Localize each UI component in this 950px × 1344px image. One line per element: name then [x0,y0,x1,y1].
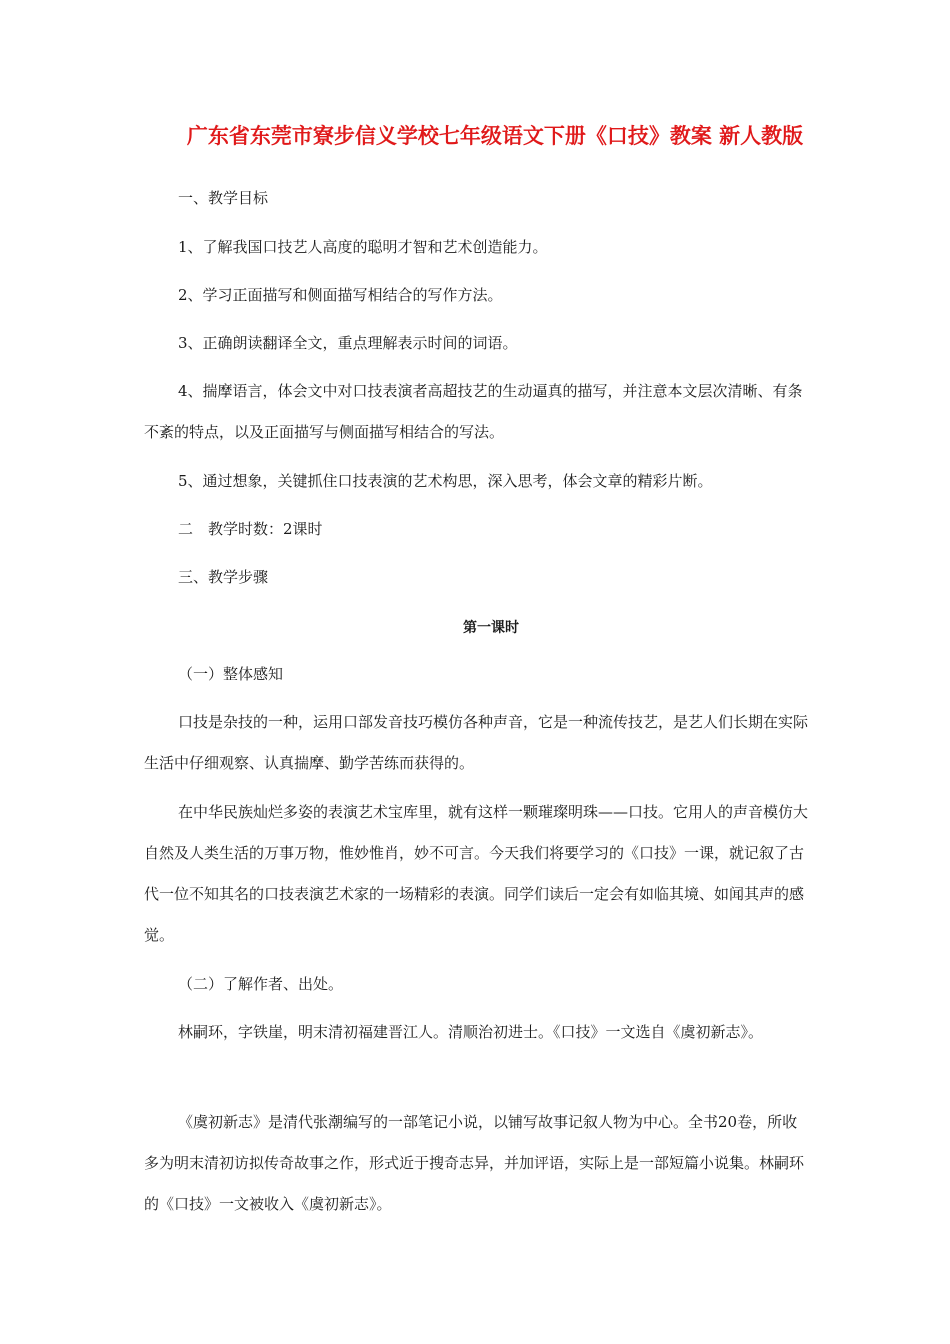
document-title: 广东省东莞市寮步信义学校七年级语文下册《口技》教案 新人教版 [186,124,804,148]
goal-item-5: 5、通过想象，关键抓住口技表演的艺术构思，深入思考，体会文章的精彩片断。 [178,472,713,490]
paragraph-author: 林嗣环，字铁崖，明末清初福建晋江人。清顺治初进士。《口技》一文选自《虞初新志》。 [178,1023,764,1041]
section-heading-teaching-steps: 三、教学步骤 [178,568,269,586]
paragraph-kouji-lesson-intro: 在中华民族灿烂多姿的表演艺术宝库里，就有这样一颗璀璨明珠——口技。它用人的声音模仿大自然及人类生活的万事万物，惟妙惟肖，妙不可言。今天我们将要学习的《口技》一课，就记叙了古代一位不知其名的口技表演艺术家的一场精彩的表演。同学们读后一定会有如临其境、如闻其声的感觉。 [144,803,809,944]
goal-item-2: 2、学习正面描写和侧面描写相结合的写作方法。 [178,286,503,304]
goal-item-4: 4、揣摩语言，体会文中对口技表演者高超技艺的生动逼真的描写，并注意本文层次清晰、有条不紊的特点，以及正面描写与侧面描写相结合的写法。 [144,382,803,441]
paragraph-kouji-intro: 口技是杂技的一种，运用口部发音技巧模仿各种声音，它是一种流传技艺，是艺人们长期在实际生活中仔细观察、认真揣摩、勤学苦练而获得的。 [144,713,809,772]
section-heading-teaching-hours: 二 教学时数：2课时 [178,520,323,538]
lesson-heading: 第一课时 [463,620,519,636]
section-heading-teaching-goals: 一、教学目标 [178,189,269,207]
part-heading-overall-perception: （一）整体感知 [178,665,284,683]
goal-item-3: 3、正确朗读翻译全文，重点理解表示时间的词语。 [178,334,518,352]
paragraph-source-book: 《虞初新志》是清代张潮编写的一部笔记小说，以铺写故事记叙人物为中心。全书20卷，所收多为明末清初访拟传奇故事之作，形式近于搜奇志异，并加评语，实际上是一部短篇小说集。林嗣环的《口技》一文被收入《虞初新志》。 [144,1113,805,1213]
goal-item-1: 1、了解我国口技艺人高度的聪明才智和艺术创造能力。 [178,238,548,256]
part-heading-author-source: （二）了解作者、出处。 [178,975,344,993]
